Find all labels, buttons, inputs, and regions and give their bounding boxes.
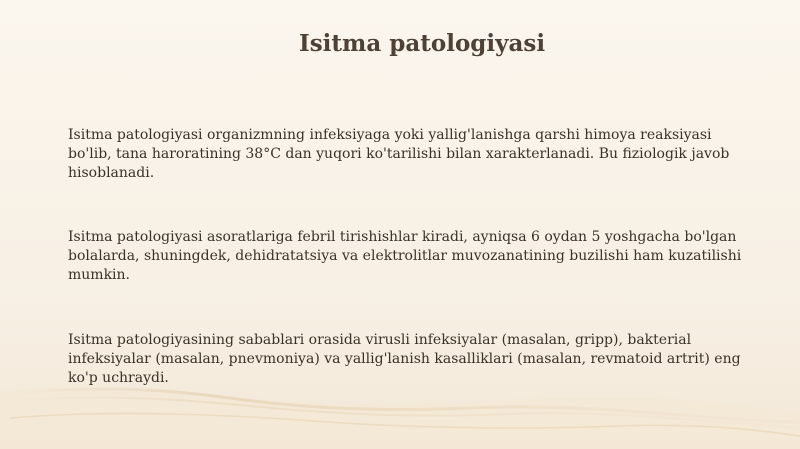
paragraph-causes: Isitma patologiyasining sabablari orasida virusli infeksiyalar (masalan, gripp), bakterial infeksiyalar (masalan, pnevmoniya) va yallig'lanish kasalliklari (masalan, revmatoid artrit) eng ko'p uchraydi. <box>68 332 741 386</box>
slide-title: Isitma patologiyasi <box>298 30 546 57</box>
paragraph-complications: Isitma patologiyasi asoratlariga febril tirishishlar kiradi, ayniqsa 6 oydan 5 yoshgacha bo'lgan bolalarda, shuningdek, dehidratatsiya va elektrolitlar muvozanatining buzilishi ham kuzatilishi mumkin. <box>68 229 742 283</box>
paragraph-definition: Isitma patologiyasi organizmning infeksiyaga yoki yallig'lanishga qarshi himoya reaksiyasi bo'lib, tana haroratining 38°C dan yuqori ko'tarilishi bilan xarakterlanadi. Bu fiziologik javob hisoblanadi. <box>68 127 730 181</box>
